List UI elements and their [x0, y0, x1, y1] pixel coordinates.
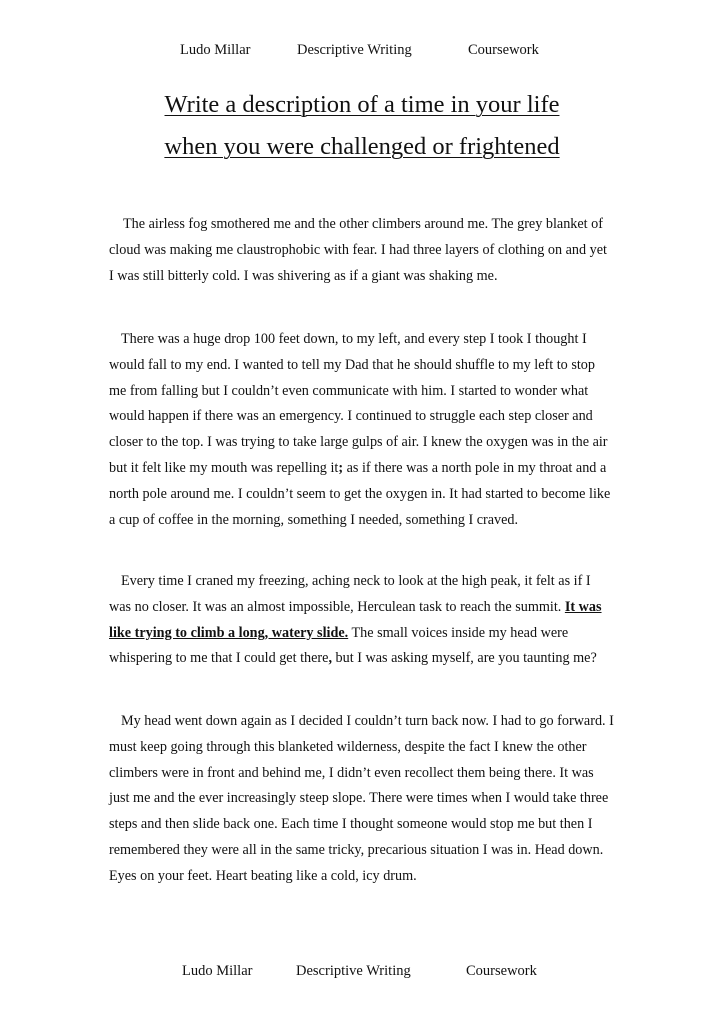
- paragraph-2-text: [109, 327, 614, 533]
- header-author: Ludo Millar: [180, 42, 251, 58]
- header-subject: Descriptive Writing: [297, 42, 412, 58]
- paragraph-3-part-c: but I was asking myself, are you taunting me?: [332, 650, 597, 667]
- header-type: Coursework: [468, 42, 539, 58]
- title-line-1: Write a description of a time in your life: [164, 91, 560, 118]
- paragraph-2-semicolon: ;: [338, 459, 344, 476]
- paragraph-1: [109, 212, 614, 289]
- paragraph-3-comma: ,: [328, 650, 332, 667]
- footer-subject: Descriptive Writing: [296, 963, 411, 979]
- paragraph-3-text: [109, 569, 614, 672]
- paragraph-2-part-b: as if there was a north pole in my throat and a north pole around me. I couldn’t seem to get the oxygen in. It had started to become like a cup of coffee in the morning, something I needed, something I craved.: [109, 459, 611, 528]
- footer-author: Ludo Millar: [182, 963, 253, 979]
- paragraph-4-text: My head went down again as I decided I couldn’t turn back now. I had to go forward. I must keep going through this blanketed wilderness, despite the fact I knew the other climbers were in front and behind me, I didn’t even recollect them being there. It was just me and the ever increasingly steep slope. There were times when I would take three steps and then slide back one. Each time I thought someone would stop me but then I remembered they were all in the same tricky, precarious situation I was in. Head down. Eyes on your feet. Heart beating like a cold, icy drum.: [109, 713, 614, 884]
- paragraph-3-part-a: Every time I craned my freezing, aching neck to look at the high peak, it felt as if I was no closer. It was an almost impossible, Herculean task to reach the summit.: [109, 573, 591, 615]
- paragraph-1-text: The airless fog smothered me and the other climbers around me. The grey blanket of cloud was making me claustrophobic with fear. I had three layers of clothing on and yet I was still bitterly cold. I was shivering as if a giant was shaking me.: [109, 216, 607, 284]
- paragraph-4: [109, 709, 614, 890]
- paragraph-2-part-a: There was a huge drop 100 feet down, to my left, and every step I took I thought I would fall to my end. I wanted to tell my Dad that he should shuffle to my left to stop me from falling but I couldn’t even communicate with him. I started to wonder what would happen if there was an emergency. I continued to struggle each step closer and closer to the top. I was trying to take large gulps of air. I knew the oxygen was in the air but it felt like my mouth was repelling it: [109, 331, 608, 476]
- page-header: [0, 42, 724, 64]
- paragraph-3: [109, 569, 614, 672]
- footer-type: Coursework: [466, 963, 537, 979]
- paragraph-2: [109, 327, 614, 533]
- paragraph-3-highlight: It was like trying to climb a long, watery slide.: [109, 598, 602, 641]
- page-footer: [0, 963, 724, 985]
- title-line-2: when you were challenged or frightened: [164, 133, 560, 160]
- essay-title: [60, 84, 664, 168]
- paragraph-3-part-b: The small voices inside my head were whispering to me that I could get there: [109, 624, 569, 667]
